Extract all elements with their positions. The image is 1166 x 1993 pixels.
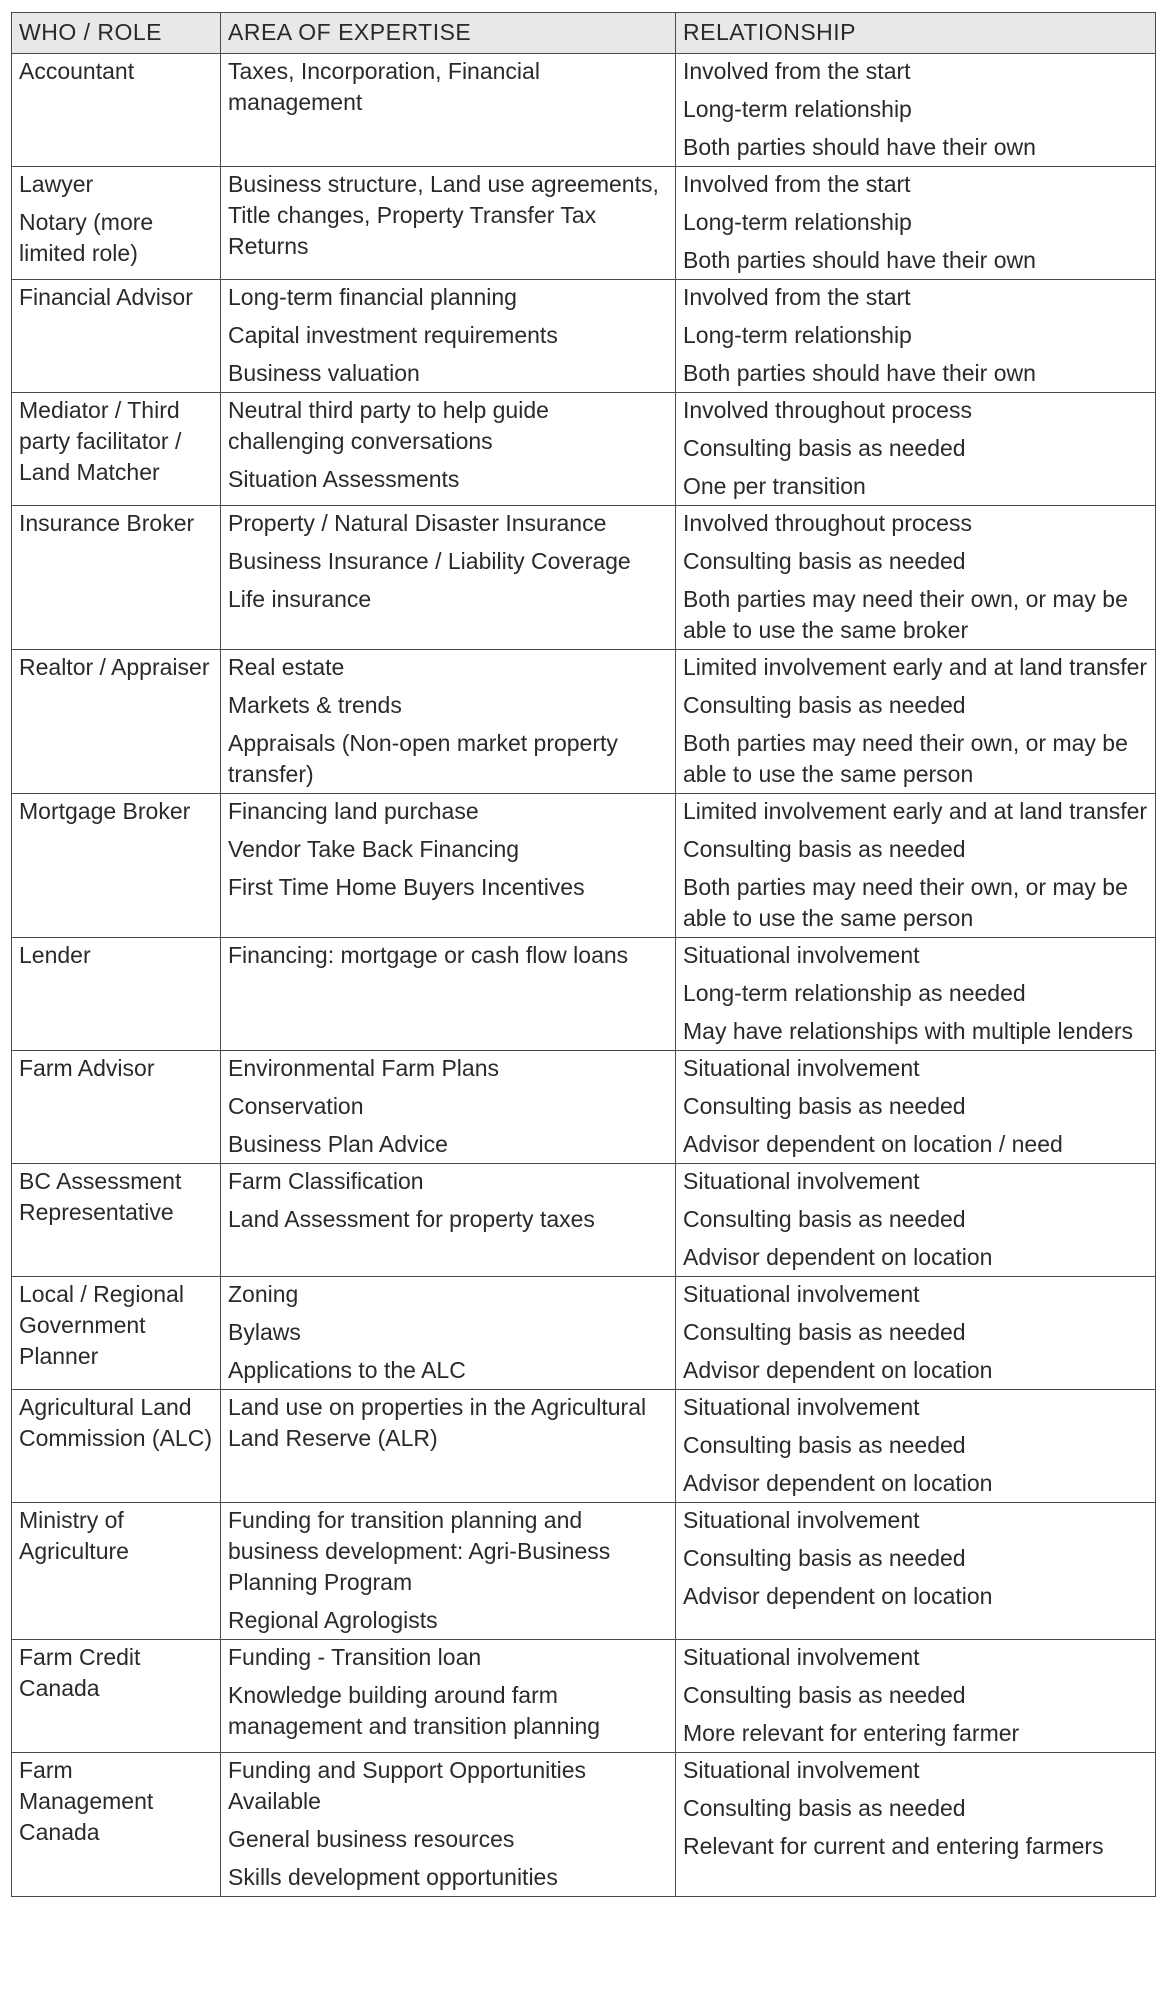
expertise-line: Business structure, Land use agreements, Title changes, Property Transfer Tax Returns [228, 171, 659, 259]
role-line: Lawyer [19, 171, 94, 197]
expertise-line: Land use on properties in the Agricultural Land Reserve (ALR) [228, 1394, 647, 1451]
role-line: Farm Advisor [19, 1055, 155, 1081]
expertise-line: Funding and Support Opportunities Available [228, 1757, 587, 1814]
expertise-line: Markets & trends [228, 692, 402, 718]
relationship-line: Both parties may need their own, or may be able to use the same person [683, 730, 1128, 787]
role-line: Farm Management Canada [19, 1757, 154, 1845]
role-cell [12, 1503, 221, 1640]
role-line: BC Assessment Representative [19, 1168, 182, 1225]
expertise-line: Knowledge building around farm management and transition planning [228, 1682, 601, 1739]
relationship-line: Advisor dependent on location [683, 1470, 993, 1496]
expertise-line: Farm Classification [228, 1168, 424, 1194]
relationship-cell [676, 650, 1156, 794]
relationship-line: Consulting basis as needed [683, 1545, 966, 1571]
role-line: Local / Regional Government Planner [19, 1281, 184, 1369]
relationship-cell [676, 1051, 1156, 1164]
expertise-cell [221, 393, 676, 506]
relationship-line: Advisor dependent on location / need [683, 1131, 1063, 1157]
table-row [12, 167, 1156, 280]
table-row [12, 1640, 1156, 1753]
relationship-line: Consulting basis as needed [683, 1682, 966, 1708]
expertise-line: Life insurance [228, 586, 372, 612]
expertise-cell [221, 1164, 676, 1277]
relationship-cell [676, 54, 1156, 167]
relationship-cell [676, 1640, 1156, 1753]
table-row [12, 794, 1156, 938]
role-cell [12, 1753, 221, 1897]
expertise-line: Appraisals (Non-open market property transfer) [228, 730, 618, 787]
relationship-line: Both parties should have their own [683, 134, 1036, 160]
table-row [12, 650, 1156, 794]
relationship-line: Long-term relationship [683, 96, 912, 122]
expertise-cell [221, 938, 676, 1051]
relationship-cell [676, 794, 1156, 938]
role-cell [12, 1051, 221, 1164]
table-row [12, 1390, 1156, 1503]
expertise-line: Property / Natural Disaster Insurance [228, 510, 607, 536]
role-cell [12, 1640, 221, 1753]
relationship-cell [676, 393, 1156, 506]
expertise-line: First Time Home Buyers Incentives [228, 874, 585, 900]
relationship-line: Involved throughout process [683, 510, 972, 536]
relationship-line: Involved throughout process [683, 397, 972, 423]
expertise-cell [221, 650, 676, 794]
expertise-cell [221, 54, 676, 167]
role-cell [12, 54, 221, 167]
relationship-line: Relevant for current and entering farmers [683, 1833, 1104, 1859]
relationship-line: Consulting basis as needed [683, 692, 966, 718]
role-cell [12, 167, 221, 280]
relationship-cell [676, 938, 1156, 1051]
role-cell [12, 393, 221, 506]
relationship-line: Involved from the start [683, 284, 911, 310]
header-row [12, 13, 1156, 54]
expertise-line: Neutral third party to help guide challenging conversations [228, 397, 549, 454]
expertise-line: Land Assessment for property taxes [228, 1206, 595, 1232]
role-cell [12, 938, 221, 1051]
expertise-line: Bylaws [228, 1319, 301, 1345]
relationship-line: Consulting basis as needed [683, 1093, 966, 1119]
relationship-cell [676, 167, 1156, 280]
role-line: Insurance Broker [19, 510, 195, 536]
role-line: Lender [19, 942, 91, 968]
relationship-line: Involved from the start [683, 58, 911, 84]
table-row [12, 1503, 1156, 1640]
role-line: Mortgage Broker [19, 798, 191, 824]
relationship-line: Long-term relationship as needed [683, 980, 1026, 1006]
expertise-cell [221, 1051, 676, 1164]
table-row [12, 1753, 1156, 1897]
relationship-cell [676, 1164, 1156, 1277]
relationship-line: Both parties may need their own, or may be able to use the same person [683, 874, 1128, 931]
role-cell [12, 1277, 221, 1390]
role-line: Mediator / Third party facilitator / Land Matcher [19, 397, 182, 485]
expertise-line: Conservation [228, 1093, 364, 1119]
relationship-line: Limited involvement early and at land transfer [683, 798, 1148, 824]
relationship-cell [676, 1277, 1156, 1390]
role-line: Realtor / Appraiser [19, 654, 210, 680]
role-line: Financial Advisor [19, 284, 193, 310]
expertise-line: Zoning [228, 1281, 299, 1307]
expertise-line: Business valuation [228, 360, 420, 386]
expertise-cell [221, 280, 676, 393]
expertise-line: Applications to the ALC [228, 1357, 466, 1383]
relationship-line: Consulting basis as needed [683, 1795, 966, 1821]
table-body [12, 54, 1156, 1897]
header-relationship: RELATIONSHIP [676, 13, 1156, 54]
expertise-line: Skills development opportunities [228, 1864, 558, 1890]
header-expertise: AREA OF EXPERTISE [221, 13, 676, 54]
role-line: Ministry of Agriculture [19, 1507, 129, 1564]
table-row [12, 280, 1156, 393]
relationship-line: May have relationships with multiple lenders [683, 1018, 1133, 1044]
relationship-line: Situational involvement [683, 1507, 920, 1533]
expertise-line: Environmental Farm Plans [228, 1055, 499, 1081]
table-row [12, 54, 1156, 167]
role-cell [12, 506, 221, 650]
relationship-line: Advisor dependent on location [683, 1244, 993, 1270]
relationship-line: Consulting basis as needed [683, 1206, 966, 1232]
role-line: Accountant [19, 58, 135, 84]
relationship-line: Situational involvement [683, 1281, 920, 1307]
expertise-line: Regional Agrologists [228, 1607, 438, 1633]
relationship-line: Situational involvement [683, 1394, 920, 1420]
expertise-cell [221, 794, 676, 938]
expertise-line: Situation Assessments [228, 466, 460, 492]
relationship-line: Both parties should have their own [683, 247, 1036, 273]
table-row [12, 393, 1156, 506]
relationship-line: Situational involvement [683, 1168, 920, 1194]
expertise-line: Real estate [228, 654, 345, 680]
expertise-line: Business Plan Advice [228, 1131, 448, 1157]
role-cell [12, 280, 221, 393]
expertise-line: General business resources [228, 1826, 515, 1852]
expertise-line: Taxes, Incorporation, Financial management [228, 58, 540, 115]
advisors-table [11, 12, 1156, 1897]
relationship-line: Consulting basis as needed [683, 1319, 966, 1345]
header-role: WHO / ROLE [12, 13, 221, 54]
relationship-line: Limited involvement early and at land transfer [683, 654, 1148, 680]
expertise-cell [221, 1390, 676, 1503]
relationship-line: Advisor dependent on location [683, 1357, 993, 1383]
expertise-line: Funding for transition planning and business development: Agri-Business Planning Program [228, 1507, 611, 1595]
expertise-line: Funding - Transition loan [228, 1644, 482, 1670]
relationship-line: Long-term relationship [683, 209, 912, 235]
relationship-line: Situational involvement [683, 1055, 920, 1081]
expertise-cell [221, 167, 676, 280]
relationship-cell [676, 506, 1156, 650]
relationship-line: Consulting basis as needed [683, 1432, 966, 1458]
expertise-line: Long-term financial planning [228, 284, 517, 310]
role-line: Farm Credit Canada [19, 1644, 141, 1701]
relationship-cell [676, 1753, 1156, 1897]
relationship-line: More relevant for entering farmer [683, 1720, 1020, 1746]
relationship-line: Consulting basis as needed [683, 548, 966, 574]
relationship-cell [676, 1390, 1156, 1503]
expertise-line: Capital investment requirements [228, 322, 558, 348]
relationship-line: Situational involvement [683, 1757, 920, 1783]
expertise-line: Financing land purchase [228, 798, 479, 824]
table-row [12, 506, 1156, 650]
relationship-line: Advisor dependent on location [683, 1583, 993, 1609]
table-row [12, 938, 1156, 1051]
relationship-line: Long-term relationship [683, 322, 912, 348]
relationship-line: Involved from the start [683, 171, 911, 197]
relationship-line: Situational involvement [683, 942, 920, 968]
relationship-line: Consulting basis as needed [683, 435, 966, 461]
relationship-line: Situational involvement [683, 1644, 920, 1670]
role-line: Agricultural Land Commission (ALC) [19, 1394, 212, 1451]
expertise-cell [221, 506, 676, 650]
expertise-cell [221, 1753, 676, 1897]
role-cell [12, 1164, 221, 1277]
table-row [12, 1164, 1156, 1277]
expertise-line: Vendor Take Back Financing [228, 836, 520, 862]
relationship-line: One per transition [683, 473, 866, 499]
relationship-cell [676, 1503, 1156, 1640]
expertise-cell [221, 1503, 676, 1640]
expertise-cell [221, 1640, 676, 1753]
relationship-line: Both parties should have their own [683, 360, 1036, 386]
expertise-line: Business Insurance / Liability Coverage [228, 548, 631, 574]
expertise-cell [221, 1277, 676, 1390]
role-cell [12, 650, 221, 794]
table-row [12, 1277, 1156, 1390]
expertise-line: Financing: mortgage or cash flow loans [228, 942, 629, 968]
relationship-cell [676, 280, 1156, 393]
role-line: Notary (more limited role) [19, 209, 154, 266]
relationship-line: Both parties may need their own, or may be able to use the same broker [683, 586, 1128, 643]
relationship-line: Consulting basis as needed [683, 836, 966, 862]
role-cell [12, 1390, 221, 1503]
role-cell [12, 794, 221, 938]
table-row [12, 1051, 1156, 1164]
